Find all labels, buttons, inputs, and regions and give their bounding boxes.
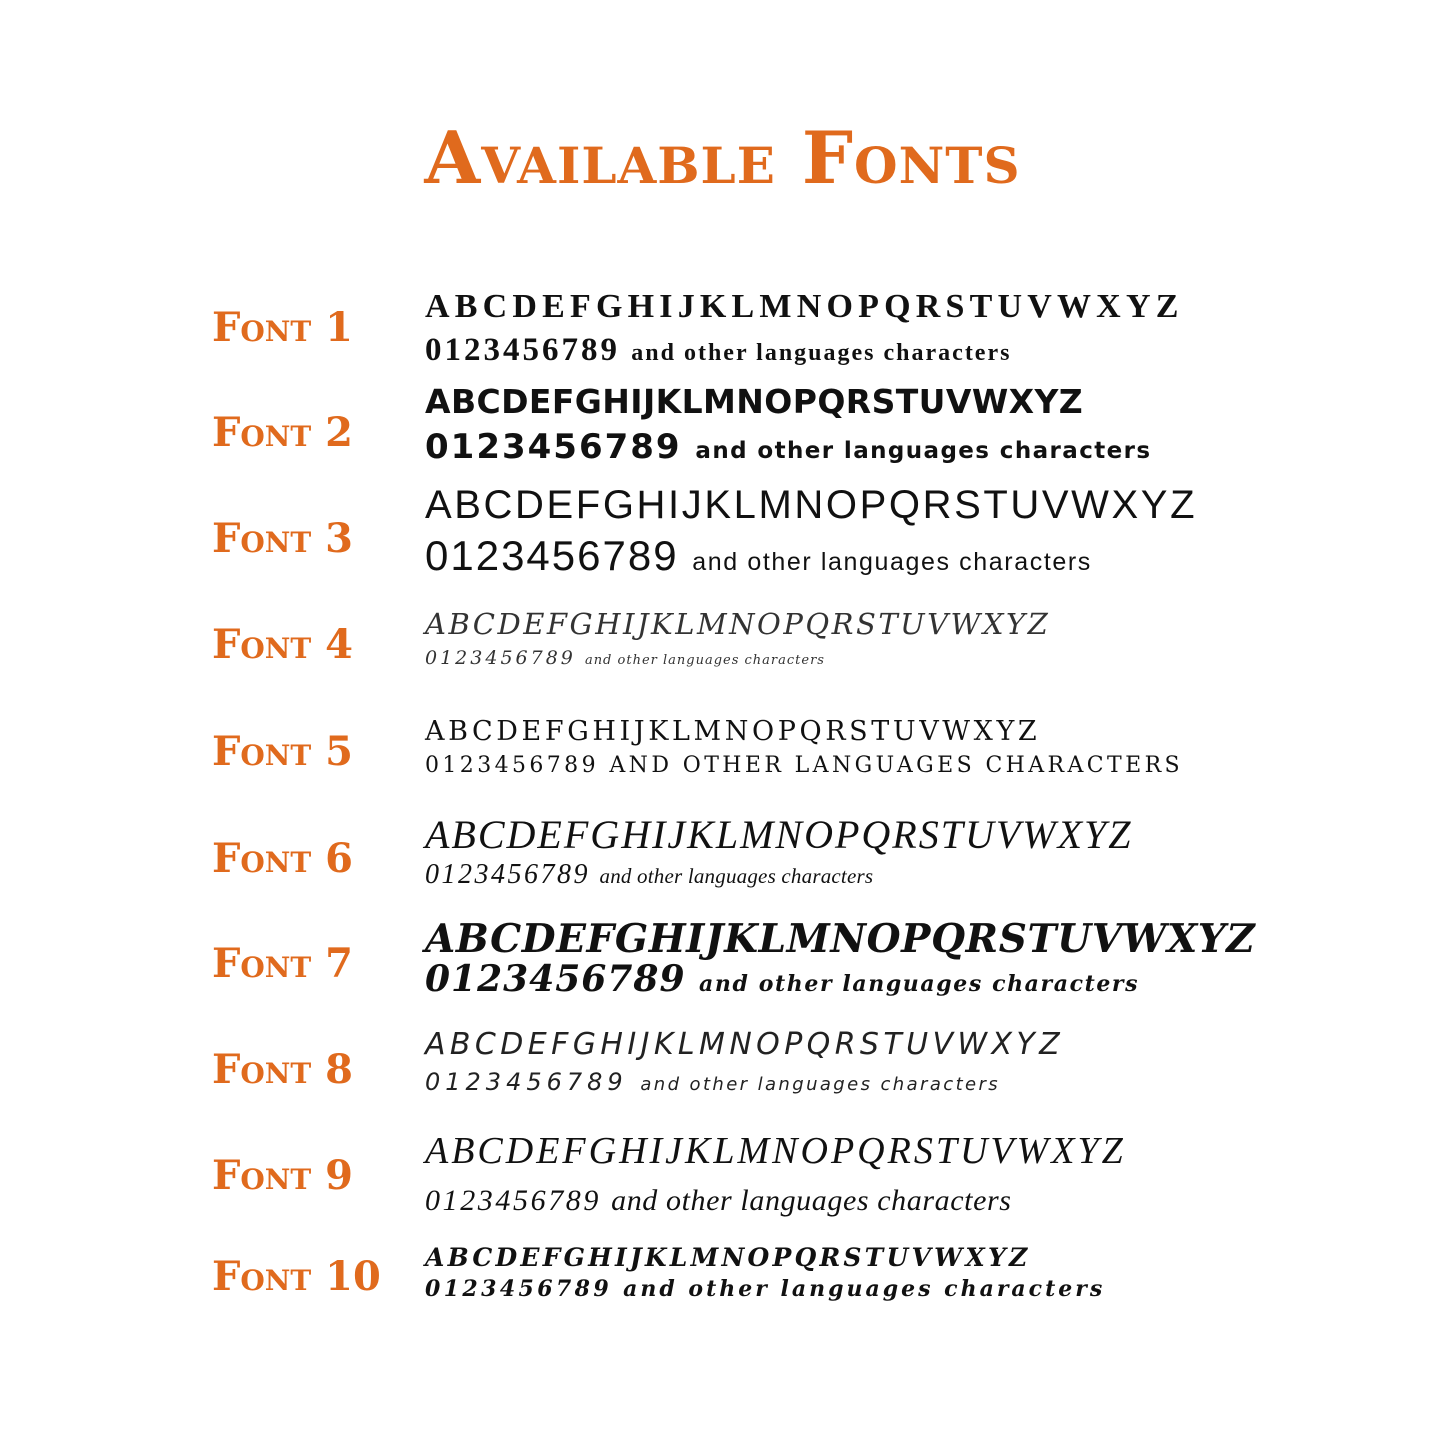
sample-digits-line	[425, 1278, 1235, 1300]
sample-extra-text: AND OTHER LANGUAGES CHARACTERS	[609, 753, 1184, 778]
font-label: Font 7	[212, 940, 353, 987]
sample-letters: ABCDEFGHIJKLMNOPQRSTUVWXYZ	[425, 607, 1051, 641]
font-label: Font 10	[212, 1253, 381, 1300]
sample-extra-text: and other languages characters	[640, 1074, 1001, 1095]
page-title: Available Fonts	[424, 115, 1021, 200]
sample-digits-line	[425, 755, 1235, 777]
sample-digits: 0123456789	[425, 1184, 601, 1217]
font-sample	[425, 916, 1256, 1000]
sample-digits: 0123456789	[425, 859, 590, 890]
sample-letters: ABCDEFGHIJKLMNOPQRSTUVWXYZ	[425, 1243, 1031, 1272]
font-sample	[425, 382, 1235, 467]
sample-digits: 0123456789	[425, 753, 599, 778]
sample-letters: ABCDEFGHIJKLMNOPQRSTUVWXYZ	[425, 1130, 1126, 1172]
font-label: Font 2	[212, 409, 353, 456]
font-label: Font 9	[212, 1152, 353, 1199]
sample-letters: ABCDEFGHIJKLMNOPQRSTUVWXYZ	[425, 812, 1133, 857]
font-label: Font 3	[212, 515, 353, 562]
font-sample	[425, 485, 1235, 577]
sample-digits-line	[425, 861, 1235, 889]
sample-letters: ABCDEFGHIJKLMNOPQRSTUVWXYZ	[425, 1027, 1065, 1062]
sample-digits-line	[425, 649, 1235, 668]
font-label: Font 1	[212, 304, 353, 351]
font-sample	[425, 1245, 1235, 1300]
sample-letters: ABCDEFGHIJKLMNOPQRSTUVWXYZ	[425, 288, 1184, 325]
sample-digits: 0123456789	[425, 332, 620, 368]
font-sample	[425, 607, 1235, 669]
sample-extra-text: and other languages characters	[699, 971, 1140, 997]
sample-digits-line	[425, 1186, 1235, 1216]
sample-digits: 0123456789	[425, 532, 679, 579]
sample-digits-line	[425, 427, 1235, 467]
font-sample	[425, 718, 1235, 777]
sample-digits-line	[425, 1070, 1235, 1094]
sample-extra-text: and other languages characters	[611, 1184, 1012, 1217]
font-sample	[425, 1132, 1235, 1216]
font-label: Font 8	[212, 1046, 353, 1093]
sample-extra-text: and other languages characters	[584, 653, 825, 668]
font-label: Font 5	[212, 728, 353, 775]
sample-digits: 0123456789	[425, 647, 576, 669]
sample-extra-text: and other languages characters	[599, 864, 874, 888]
sample-letters: ABCDEFGHIJKLMNOPQRSTUVWXYZ	[425, 483, 1198, 527]
sample-digits: 0123456789	[425, 1068, 628, 1096]
font-sample	[425, 290, 1235, 367]
sample-digits-line	[425, 958, 1235, 1000]
sample-digits: 0123456789	[425, 1276, 613, 1302]
sample-letters: ABCDEFGHIJKLMNOPQRSTUVWXYZ	[425, 716, 1041, 747]
font-sample	[425, 1027, 1235, 1096]
sample-digits-line	[425, 532, 1235, 579]
sample-extra-text: and other languages characters	[631, 340, 1012, 366]
font-label: Font 6	[212, 835, 353, 882]
sample-digits-line	[425, 334, 1235, 367]
sample-letters: ABCDEFGHIJKLMNOPQRSTUVWXYZ	[425, 916, 1256, 962]
sample-extra-text: and other languages characters	[695, 438, 1152, 464]
font-sample	[425, 812, 1235, 890]
sample-letters: ABCDEFGHIJKLMNOPQRSTUVWXYZ	[425, 382, 1084, 421]
font-label: Font 4	[212, 621, 353, 668]
sample-digits: 0123456789	[425, 958, 686, 1000]
sample-digits: 0123456789	[425, 427, 682, 467]
sample-extra-text: and other languages characters	[623, 1276, 1106, 1302]
sample-extra-text: and other languages characters	[692, 548, 1092, 576]
